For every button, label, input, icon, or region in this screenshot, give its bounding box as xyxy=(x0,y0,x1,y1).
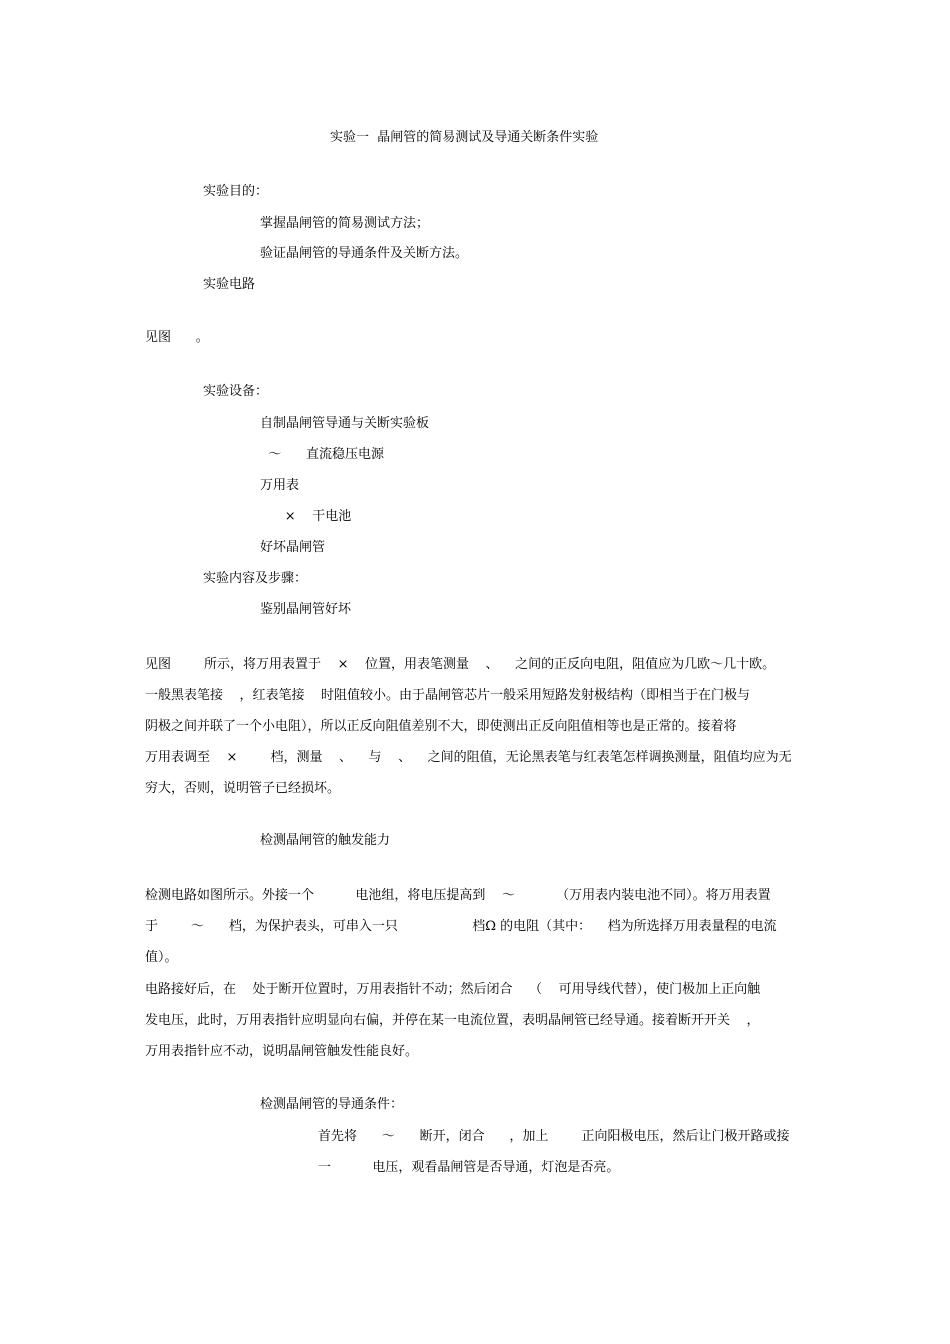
equipment-heading: 实验设备： xyxy=(203,384,269,399)
equipment-item: 自制晶闸管导通与关断实验板 xyxy=(260,416,430,431)
step3-paragraph-line: 一 电压，观看晶闸管是否导通，灯泡是否亮。 xyxy=(318,1160,620,1175)
document-title: 实验一 晶闸管的简易测试及导通关断条件实验 xyxy=(330,130,599,145)
step2-paragraph-line: 电路接好后，在 处于断开位置时，万用表指针不动；然后闭合 （ 可用导线代替），使门极加上正向触 xyxy=(145,982,761,997)
equipment-item: 好坏晶闸管 xyxy=(260,540,326,555)
purpose-item: 验证晶闸管的导通条件及关断方法。 xyxy=(260,246,469,261)
step2-heading: 检测晶闸管的触发能力 xyxy=(260,833,391,848)
equipment-item: × 干电池 xyxy=(260,509,352,524)
circuit-heading: 实验电路 xyxy=(203,277,256,292)
step1-paragraph-line: 见图 所示，将万用表置于 × 位置，用表笔测量 、 之间的正反向电阻，阻值应为几欧～几十欧。 xyxy=(145,657,776,672)
step2-paragraph-line: 发电压，此时，万用表指针应明显向右偏，并停在某一电流位置，表明晶闸管已经导通。接着断开开关 ， xyxy=(145,1013,760,1028)
step3-heading: 检测晶闸管的导通条件： xyxy=(260,1097,404,1112)
step3-paragraph-line: 首先将 ～ 断开，闭合 ，加上 正向阳极电压，然后让门极开路或接 xyxy=(318,1129,790,1144)
step1-paragraph-line: 穷大，否则，说明管子已经损坏。 xyxy=(145,781,341,796)
step1-paragraph-line: 阴极之间并联了一个小电阻），所以正反向阻值差别不大，即使测出正反向阻值相等也是正常的。接着将 xyxy=(145,719,737,734)
step2-paragraph-line: 检测电路如图所示。外接一个 电池组，将电压提高到 ～ （万用表内装电池不同）。将万用表置 xyxy=(145,888,771,903)
step2-paragraph-line: 万用表指针应不动，说明晶闸管触发性能良好。 xyxy=(145,1044,419,1059)
step2-paragraph-line: 于 ～ 档，为保护表头，可串入一只 档Ω 的电阻（其中： 档为所选择万用表量程的电流 xyxy=(145,919,777,934)
step1-paragraph-line: 万用表调至 × 档，测量 、 与 、 之间的阻值，无论黑表笔与红表笔怎样调换测量，阻值均应为无 xyxy=(145,750,792,765)
circuit-reference: 见图 。 xyxy=(145,330,209,345)
purpose-item: 掌握晶闸管的简易测试方法； xyxy=(260,216,430,231)
procedure-heading: 实验内容及步骤： xyxy=(203,571,308,586)
equipment-item: 万用表 xyxy=(260,478,300,493)
step1-paragraph-line: 一般黑表笔接 ，红表笔接 时阻值较小。由于晶闸管芯片一般采用短路发射极结构（即相当于在门极与 xyxy=(145,688,751,703)
step2-paragraph-line: 值）。 xyxy=(145,950,178,965)
step1-heading: 鉴别晶闸管好坏 xyxy=(260,602,352,617)
purpose-heading: 实验目的： xyxy=(203,184,269,199)
equipment-item: ～ 直流稳压电源 xyxy=(260,447,385,462)
